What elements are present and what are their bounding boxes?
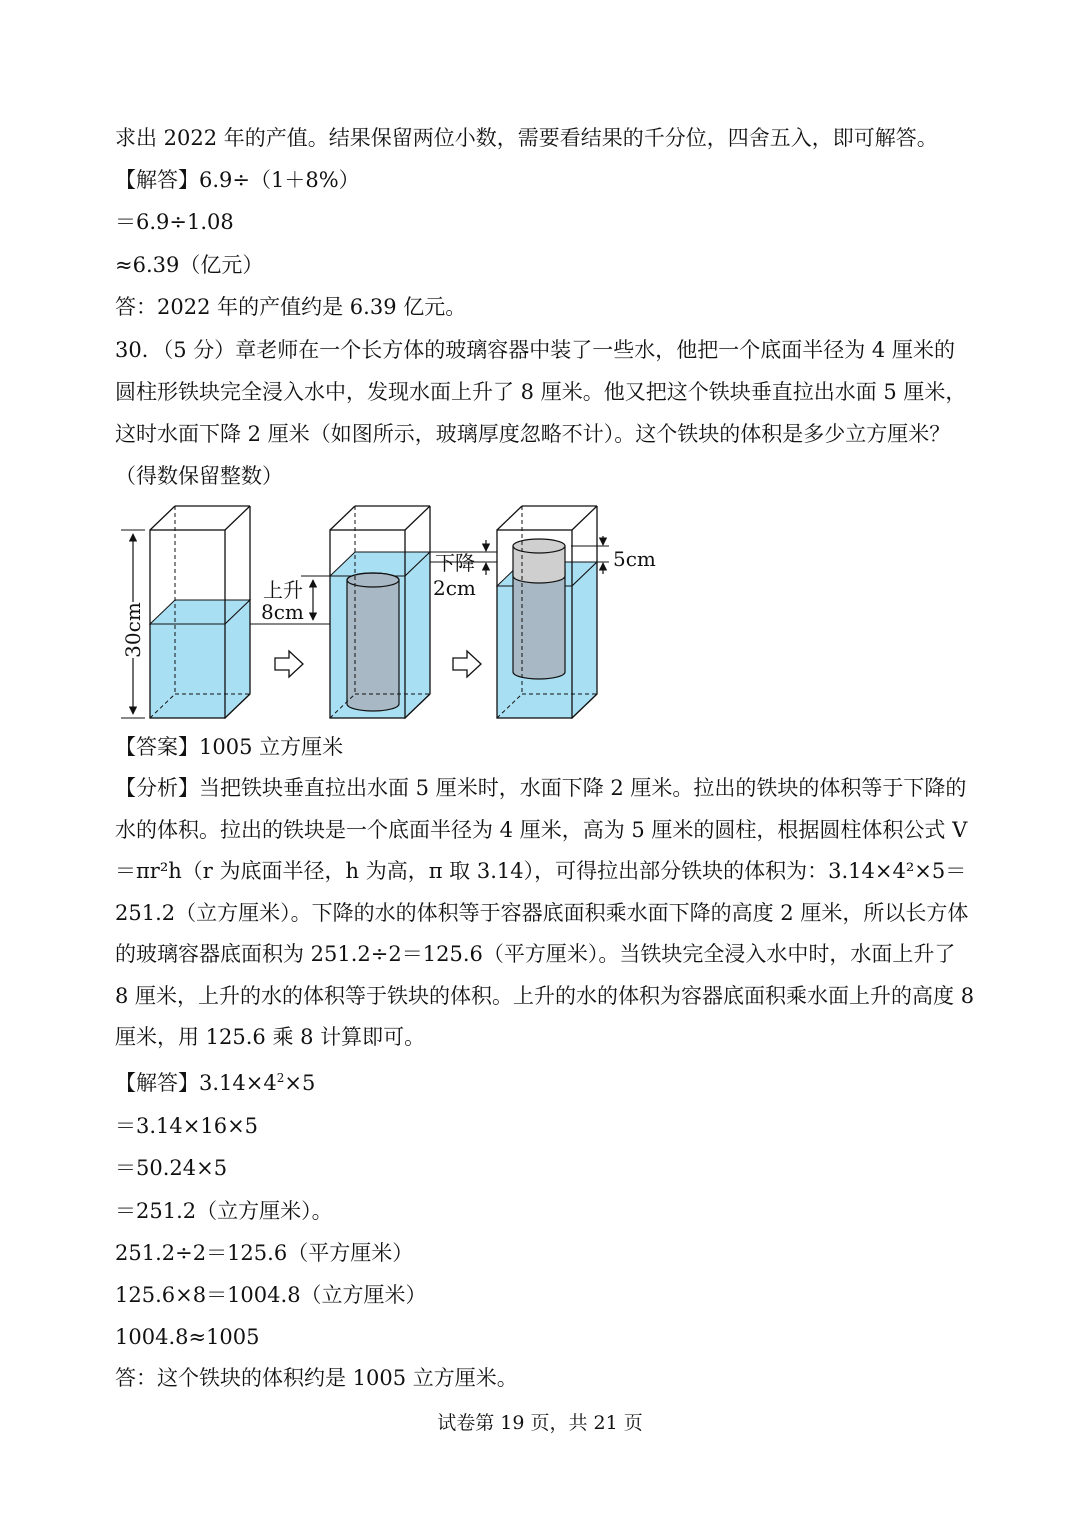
drop-label-bottom: 2cm xyxy=(433,576,476,600)
question-line-4: （得数保留整数） xyxy=(115,464,283,488)
water-side-face xyxy=(405,552,430,718)
solution-step-3: ＝251.2（立方厘米）。 xyxy=(115,1199,333,1223)
process-arrow-2 xyxy=(453,651,481,677)
container-3 xyxy=(430,506,656,718)
page-footer: 试卷第 19 页，共 21 页 xyxy=(437,1412,643,1434)
analysis-text: 【分析】当把铁块垂直拉出水面 5 厘米时，水面下降 2 厘米。拉出的铁块的体积等于下降的水的体积。拉出的铁块是一个底面半径为 4 厘米，高为 5 厘米的圆柱，根据圆柱体积公式 V＝πr²h（r 为底面半径，h 为高，π 取 3.14），可得拉出部分铁块的体积为：3.14×4²×5＝251.2（立方厘米）。下降的水的体积等于容器底面积乘水面下降的高度 2 厘米，所以长方体的玻璃容器底面积为 251.2÷2＝125.6（平方厘米）。当铁块完全浸入水中时，水面上升了 8 厘米，上升的水的体积等于铁块的体积。上升的水的体积为容器底面积乘水面上升的高度 8 厘米，用 125.6 乘 8 计算即可。 xyxy=(115,776,975,1049)
solution-step-1: ＝3.14×16×5 xyxy=(115,1114,259,1138)
solution-jieda-suffix: ×5 xyxy=(284,1071,316,1095)
prev-solution-answer: 答：2022 年的产值约是 6.39 亿元。 xyxy=(115,295,467,319)
rise-label-top: 上升 xyxy=(263,578,303,602)
pull-label: 5cm xyxy=(613,547,656,571)
cylinder-top xyxy=(513,539,565,553)
answer-line: 【答案】1005 立方厘米 xyxy=(115,735,344,759)
cylinder-body xyxy=(513,570,565,679)
container-1-water xyxy=(150,600,250,718)
container-1 xyxy=(121,506,250,718)
prev-solution-step1: ＝6.9÷1.08 xyxy=(115,210,234,234)
question-line-1: 30．（5 分）章老师在一个长方体的玻璃容器中装了一些水，他把一个底面半径为 4 厘米的 xyxy=(115,338,955,362)
solution-jieda-prefix: 【解答】3.14×4 xyxy=(115,1071,277,1095)
drop-label-top: 下降 xyxy=(435,551,475,575)
solution-step-2: ＝50.24×5 xyxy=(115,1156,228,1180)
process-arrow-1 xyxy=(275,651,303,677)
solution-step-4: 251.2÷2＝125.6（平方厘米） xyxy=(115,1241,414,1265)
water-front-face xyxy=(150,624,225,718)
rise-label-bottom: 8cm xyxy=(261,600,304,624)
prev-solution-jieda: 【解答】6.9÷（1＋8%） xyxy=(115,168,360,192)
question-line-3: 这时水面下降 2 厘米（如图所示，玻璃厚度忽略不计）。这个铁块的体积是多少立方厘米？ xyxy=(115,422,951,446)
solution-step-5: 125.6×8＝1004.8（立方厘米） xyxy=(115,1283,427,1307)
question-line-2: 圆柱形铁块完全浸入水中，发现水面上升了 8 厘米。他又把这个铁块垂直拉出水面 5 厘米， xyxy=(115,380,967,404)
solution-answer: 答：这个铁块的体积约是 1005 立方厘米。 xyxy=(115,1366,518,1390)
height-label: 30cm xyxy=(121,602,145,658)
water-side-face xyxy=(572,562,597,718)
analysis-paragraph xyxy=(115,768,975,1059)
iron-cylinder-pulled xyxy=(513,539,565,679)
prev-solution-step2: ≈6.39（亿元） xyxy=(115,253,264,277)
solution-step-6: 1004.8≈1005 xyxy=(115,1325,260,1349)
solution-jieda xyxy=(115,1068,315,1098)
solution-jieda-exponent: 2 xyxy=(276,1071,285,1085)
container-2 xyxy=(250,506,430,718)
prev-solution-text: 求出 2022 年的产值。结果保留两位小数，需要看结果的千分位，四舍五入，即可解答。 xyxy=(115,126,938,150)
container-figure xyxy=(105,498,685,730)
